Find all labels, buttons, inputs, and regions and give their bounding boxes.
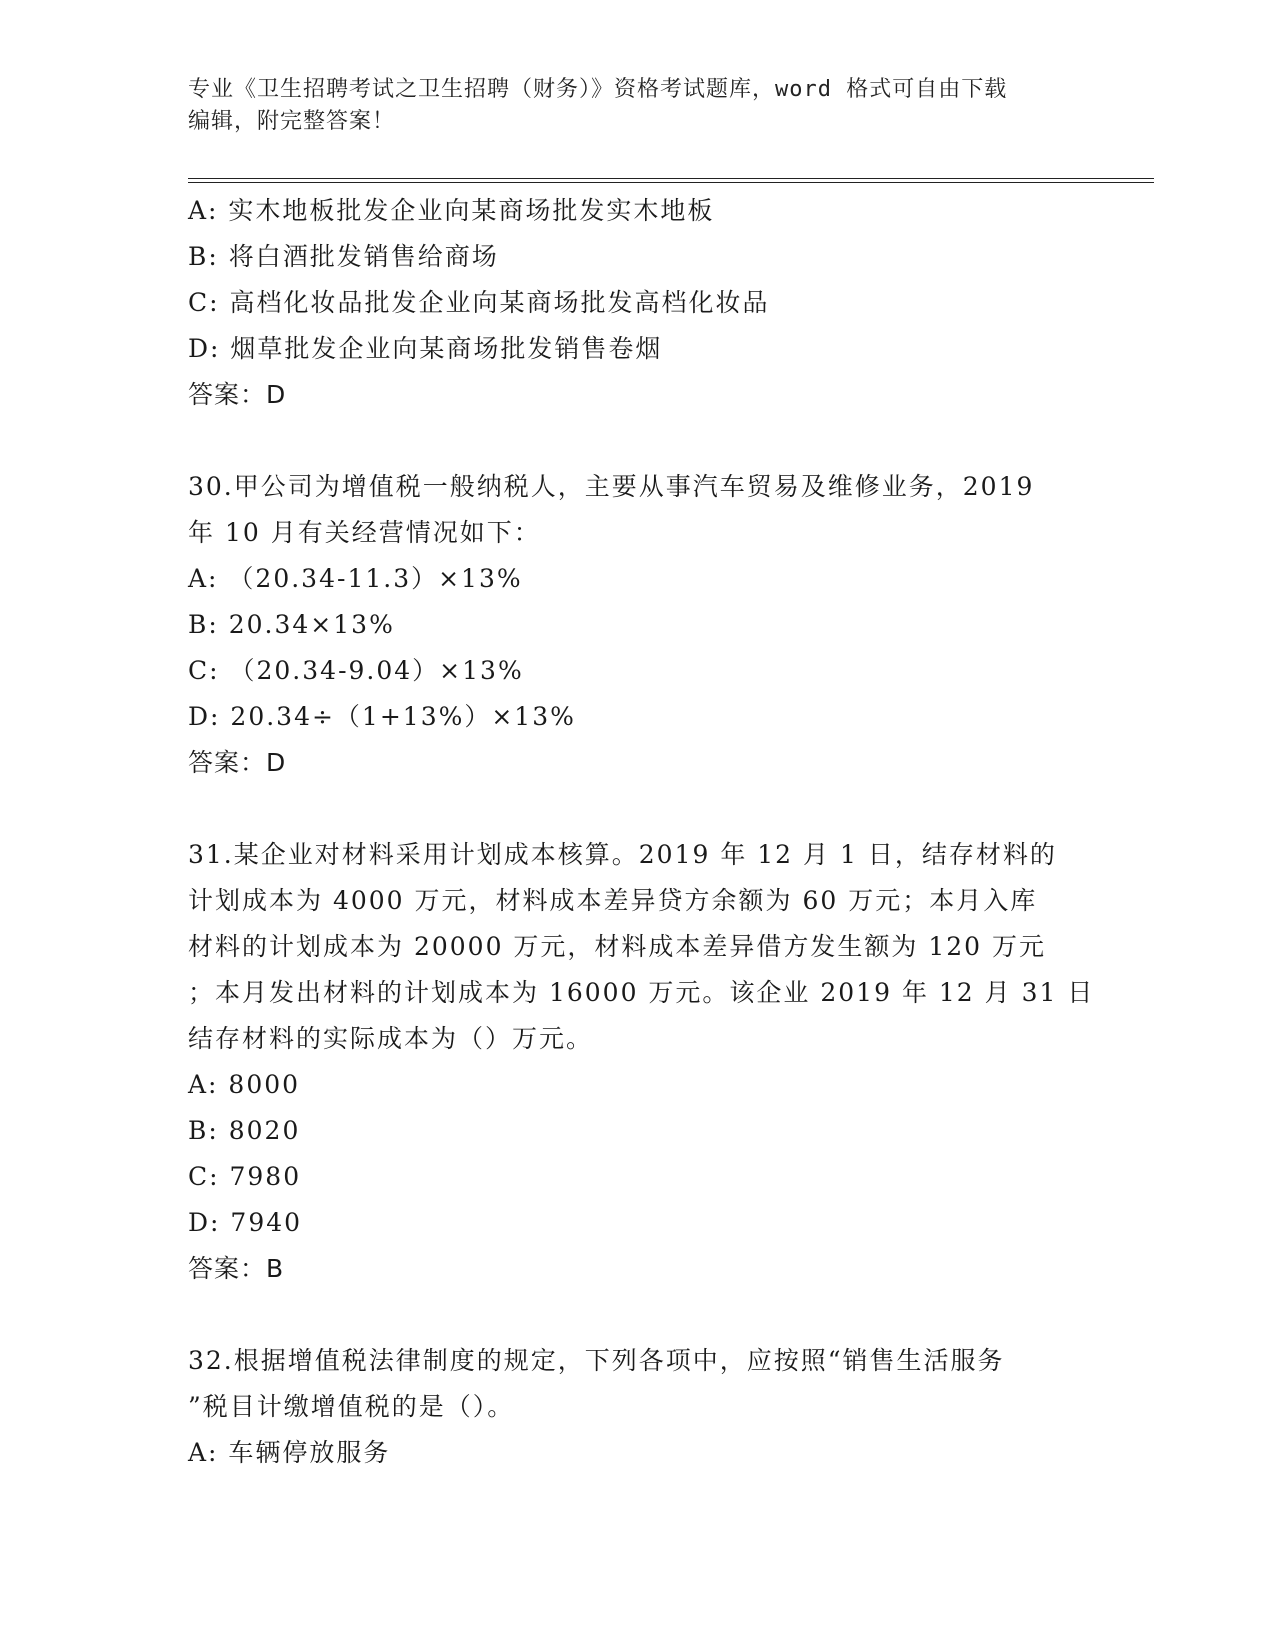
question-text-line: 32.根据增值税法律制度的规定，下列各项中，应按照“销售生活服务 — [188, 1346, 1005, 1375]
header-line-1: 专业《卫生招聘考试之卫生招聘（财务）》资格考试题库，word 格式可自由下载 — [188, 77, 1008, 102]
question-block-prev — [188, 188, 1088, 418]
spacer — [188, 786, 1088, 832]
option-b: B: 8020 — [188, 1116, 301, 1145]
option-b: B: 将白酒批发销售给商场 — [188, 242, 499, 271]
option-c: C: （20.34-9.04）×13% — [188, 656, 524, 685]
question-text-line: 材料的计划成本为 20000 万元，材料成本差异借方发生额为 120 万元 — [188, 932, 1047, 961]
option-c: C: 7980 — [188, 1162, 302, 1191]
option-d: D: 烟草批发企业向某商场批发销售卷烟 — [188, 334, 663, 363]
question-content — [188, 188, 1095, 1476]
question-text-line: ”税目计缴增值税的是（）。 — [188, 1392, 515, 1421]
question-32 — [188, 1338, 1088, 1476]
spacer — [188, 418, 1088, 464]
option-a: A: （20.34-11.3）×13% — [188, 564, 523, 593]
spacer — [188, 1292, 1088, 1338]
option-b: B: 20.34×13% — [188, 610, 395, 639]
question-text-line: 结存材料的实际成本为（）万元。 — [188, 1024, 594, 1053]
question-text-line: 年 10 月有关经营情况如下： — [188, 518, 541, 547]
option-d: D: 20.34÷（1+13%）×13% — [188, 702, 576, 731]
option-a: A: 8000 — [188, 1070, 301, 1099]
question-text-line: 30.甲公司为增值税一般纳税人，主要从事汽车贸易及维修业务，2019 — [188, 472, 1035, 501]
option-a: A: 实木地板批发企业向某商场批发实木地板 — [188, 196, 715, 225]
option-c: C: 高档化妆品批发企业向某商场批发高档化妆品 — [188, 288, 770, 317]
option-a: A: 车辆停放服务 — [188, 1438, 391, 1467]
answer-line: 答案：D — [188, 380, 287, 409]
question-text-line: 计划成本为 4000 万元，材料成本差异贷方余额为 60 万元；本月入库 — [188, 886, 1038, 915]
header-divider — [188, 178, 1154, 179]
question-30 — [188, 464, 1088, 786]
answer-line: 答案：B — [188, 1254, 285, 1283]
question-text-line: 31.某企业对材料采用计划成本核算。2019 年 12 月 1 日，结存材料的 — [188, 840, 1057, 869]
document-header — [188, 74, 1088, 138]
question-text-line: ；本月发出材料的计划成本为 16000 万元。该企业 2019 年 12 月 31 日 — [188, 978, 1095, 1007]
header-divider-secondary — [188, 182, 1154, 183]
header-line-2: 编辑，附完整答案！ — [188, 109, 396, 134]
question-31 — [188, 832, 1095, 1292]
option-d: D: 7940 — [188, 1208, 303, 1237]
answer-line: 答案：D — [188, 748, 287, 777]
